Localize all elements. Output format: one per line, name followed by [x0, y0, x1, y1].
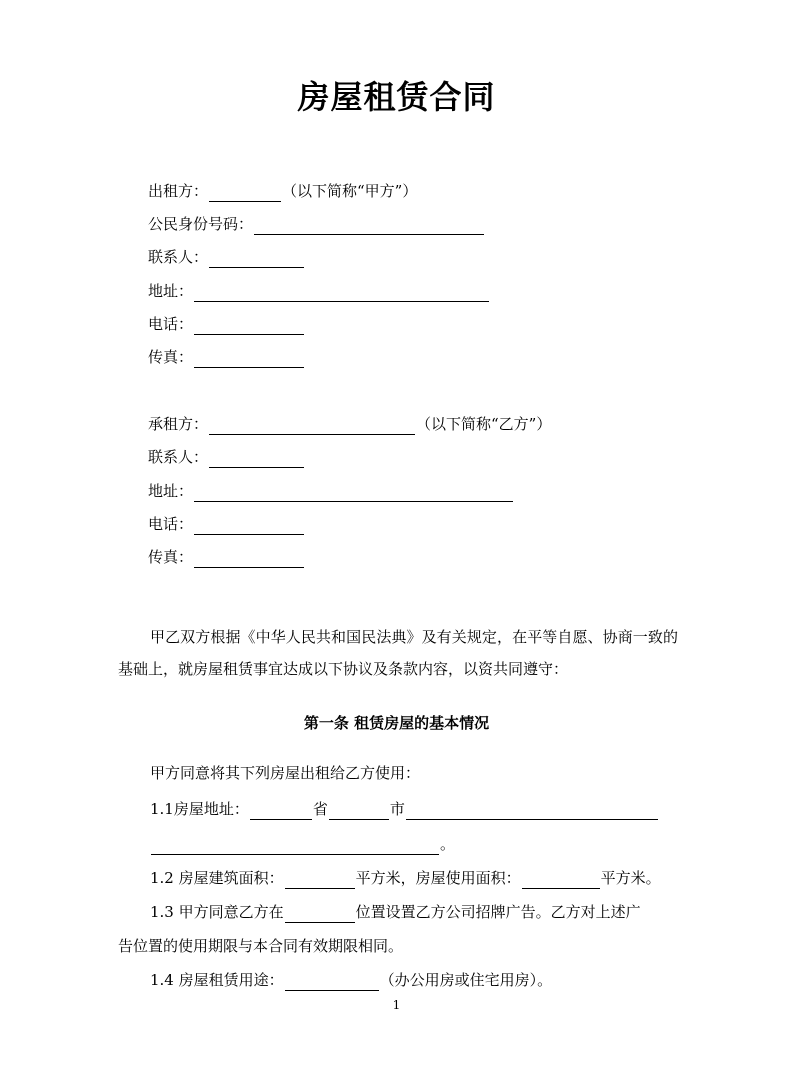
lessee-fax-line: [148, 546, 305, 568]
lessee-address-line: [148, 480, 514, 502]
lessor-fax-field[interactable]: [194, 350, 304, 368]
lessor-name-suffix: （以下简称“甲方”）: [282, 182, 418, 200]
city-field[interactable]: [329, 802, 389, 820]
item-1-1-line: [150, 798, 659, 820]
item-1-3-prefix: 1.3 甲方同意乙方在: [150, 903, 284, 921]
lessor-name-line: [148, 180, 417, 202]
item-1-2-line: [150, 867, 661, 889]
lessee-name-field[interactable]: [209, 417, 415, 435]
item-1-2-unit1: 平方米，房屋使用面积：: [355, 869, 521, 887]
lessee-phone-field[interactable]: [194, 517, 304, 535]
lessor-address-line: [148, 280, 490, 302]
lessee-fax-field[interactable]: [194, 550, 304, 568]
item-1-3-line: [150, 901, 641, 923]
lessor-id-line: [148, 213, 485, 235]
lessor-name-field[interactable]: [209, 184, 281, 202]
lessee-address-label: 地址：: [148, 482, 194, 500]
lessor-address-field[interactable]: [194, 284, 489, 302]
usable-area-field[interactable]: [522, 871, 600, 889]
lessor-id-field[interactable]: [254, 217, 484, 235]
province-label: 省: [312, 800, 328, 818]
article1-heading: 第一条 租赁房屋的基本情况: [303, 714, 490, 732]
lessee-name-suffix: （以下简称“乙方”）: [416, 415, 552, 433]
province-field[interactable]: [250, 802, 312, 820]
lessor-phone-label: 电话：: [148, 315, 194, 333]
item-1-4-label: 1.4 房屋租赁用途：: [150, 971, 284, 989]
item-1-3-line2: [118, 935, 403, 957]
address-detail-field[interactable]: [406, 802, 658, 820]
lessor-phone-line: [148, 313, 305, 335]
building-area-field[interactable]: [285, 871, 355, 889]
lessor-contact-field[interactable]: [209, 250, 304, 268]
lessor-id-label: 公民身份号码：: [148, 215, 254, 233]
item-1-1-line2: [150, 833, 455, 855]
lessor-phone-field[interactable]: [194, 317, 304, 335]
page-number: 1: [392, 998, 401, 1012]
lessee-fax-label: 传真：: [148, 548, 194, 566]
address-detail-field-2[interactable]: [151, 837, 439, 855]
lessor-contact-label: 联系人：: [148, 248, 209, 266]
item-1-3-suffix: 位置设置乙方公司招牌广告。乙方对上述广: [355, 903, 641, 921]
sign-position-field[interactable]: [285, 905, 355, 923]
item-1-1-end: 。: [440, 835, 456, 853]
item-1-1-label: 1.1房屋地址：: [150, 800, 249, 818]
item-1-2-unit2: 平方米。: [600, 869, 661, 887]
intro-paragraph: 甲乙双方根据《中华人民共和国民法典》及有关规定，在平等自愿、协商一致的基础上，就房屋租赁事宜达成以下协议及条款内容，以资共同遵守：: [118, 628, 678, 678]
lessee-phone-label: 电话：: [148, 515, 194, 533]
lessee-contact-label: 联系人：: [148, 448, 209, 466]
lessee-address-field[interactable]: [194, 484, 513, 502]
lessor-contact-line: [148, 246, 305, 268]
document-title: 房屋租赁合同: [297, 78, 496, 116]
item-1-2-label: 1.2 房屋建筑面积：: [150, 869, 284, 887]
lessor-address-label: 地址：: [148, 282, 194, 300]
article1-lead: [150, 762, 420, 784]
item-1-3-line2-text: 告位置的使用期限与本合同有效期限相同。: [118, 937, 404, 955]
article1-lead-text: 甲方同意将其下列房屋出租给乙方使用：: [150, 764, 421, 782]
lessee-name-line: [148, 413, 551, 435]
lessor-name-label: 出租方：: [148, 182, 209, 200]
city-label: 市: [389, 800, 405, 818]
lessee-phone-line: [148, 513, 305, 535]
lessee-contact-line: [148, 446, 305, 468]
item-1-4-suffix: （办公用房或住宅用房）。: [379, 971, 553, 989]
lessor-fax-label: 传真：: [148, 348, 194, 366]
lessor-fax-line: [148, 346, 305, 368]
lessee-name-label: 承租方：: [148, 415, 209, 433]
usage-field[interactable]: [285, 973, 379, 991]
item-1-4-line: [150, 969, 552, 991]
lessee-contact-field[interactable]: [209, 450, 304, 468]
